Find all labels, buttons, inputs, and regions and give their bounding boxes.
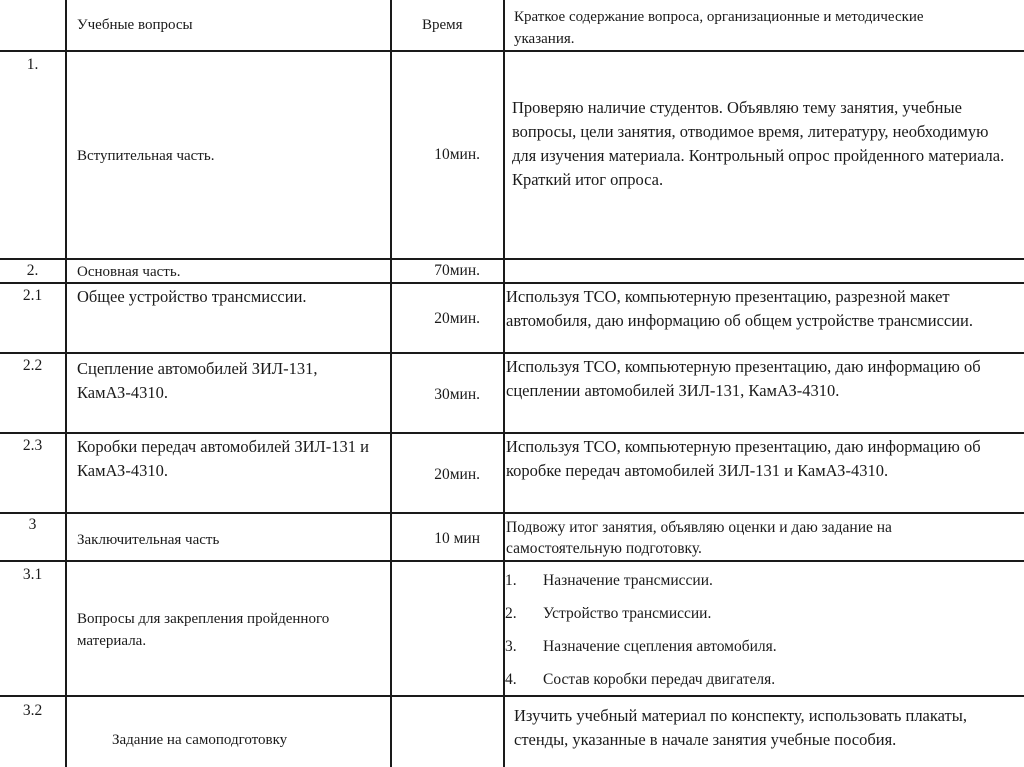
row-number: 2.1 xyxy=(22,287,43,304)
row-number: 2.3 xyxy=(22,437,43,454)
col-divider xyxy=(65,0,67,767)
row-divider xyxy=(0,695,1024,697)
row-number: 3 xyxy=(28,516,37,533)
row-number: 3.2 xyxy=(22,702,43,719)
row-time: 20мин. xyxy=(434,310,480,327)
list-item-number: 4. xyxy=(505,671,517,688)
row-number: 2. xyxy=(26,262,39,279)
list-item-text: Устройство трансмиссии. xyxy=(543,605,712,622)
row-content: Используя ТСО, компьютерную презентацию, даю информацию об сцеплении автомобилей ЗИЛ-131, КамАЗ-4310. xyxy=(506,357,981,400)
header-questions: Учебные вопросы xyxy=(77,17,193,33)
list-item-number: 3. xyxy=(505,638,517,655)
row-question: Заключительная часть xyxy=(77,532,220,548)
row-divider xyxy=(0,282,1024,284)
row-content: Изучить учебный материал по конспекту, использовать плакаты, стенды, указанные в начале занятия учебные пособия. xyxy=(514,706,967,749)
row-question: Сцепление автомобилей ЗИЛ-131, КамАЗ-4310. xyxy=(77,359,318,402)
row-time: 70мин. xyxy=(434,262,480,279)
list-item-text: Назначение сцепления автомобиля. xyxy=(543,638,777,655)
col-divider xyxy=(390,0,392,767)
row-content: Используя ТСО, компьютерную презентацию, разрезной макет автомобиля, даю информацию об общем устройстве трансмиссии. xyxy=(506,287,974,330)
row-number: 3.1 xyxy=(22,566,43,583)
list-item-text: Назначение трансмиссии. xyxy=(543,572,713,589)
row-divider xyxy=(0,512,1024,514)
row-question: Задание на самоподготовку xyxy=(112,732,288,748)
row-number: 1. xyxy=(26,56,39,73)
row-question: Основная часть. xyxy=(77,264,181,280)
list-item-number: 1. xyxy=(505,572,517,589)
header-content: Краткое содержание вопроса, организационные и методические указания. xyxy=(514,9,924,47)
row-time: 30мин. xyxy=(434,386,480,403)
row-number: 2.2 xyxy=(22,357,43,374)
list-item-text: Состав коробки передач двигателя. xyxy=(543,671,776,688)
row-question: Вступительная часть. xyxy=(77,148,215,164)
row-divider xyxy=(0,432,1024,434)
row-divider xyxy=(0,258,1024,260)
row-content: Проверяю наличие студентов. Объявляю тему занятия, учебные вопросы, цели занятия, отводимое время, литературу, необходимую для изучения материала. Контрольный опрос пройденного материала. Краткий итог опроса. xyxy=(512,98,1005,189)
row-question: Вопросы для закрепления пройденного материала. xyxy=(77,611,330,649)
row-divider xyxy=(0,352,1024,354)
row-divider xyxy=(0,560,1024,562)
row-time: 10 мин xyxy=(434,530,480,547)
row-question: Общее устройство трансмиссии. xyxy=(77,287,307,306)
row-time: 10мин. xyxy=(434,146,480,163)
row-content: Подвожу итог занятия, объявляю оценки и даю задание на самостоятельную подготовку. xyxy=(506,519,892,557)
row-question: Коробки передач автомобилей ЗИЛ-131 и КамАЗ-4310. xyxy=(77,437,369,480)
row-content: Используя ТСО, компьютерную презентацию, даю информацию об коробке передач автомобилей ЗИЛ-131 и КамАЗ-4310. xyxy=(506,437,981,480)
row-divider xyxy=(0,50,1024,52)
row-time: 20мин. xyxy=(434,466,480,483)
list-item-number: 2. xyxy=(505,605,517,622)
header-time: Время xyxy=(422,17,463,33)
